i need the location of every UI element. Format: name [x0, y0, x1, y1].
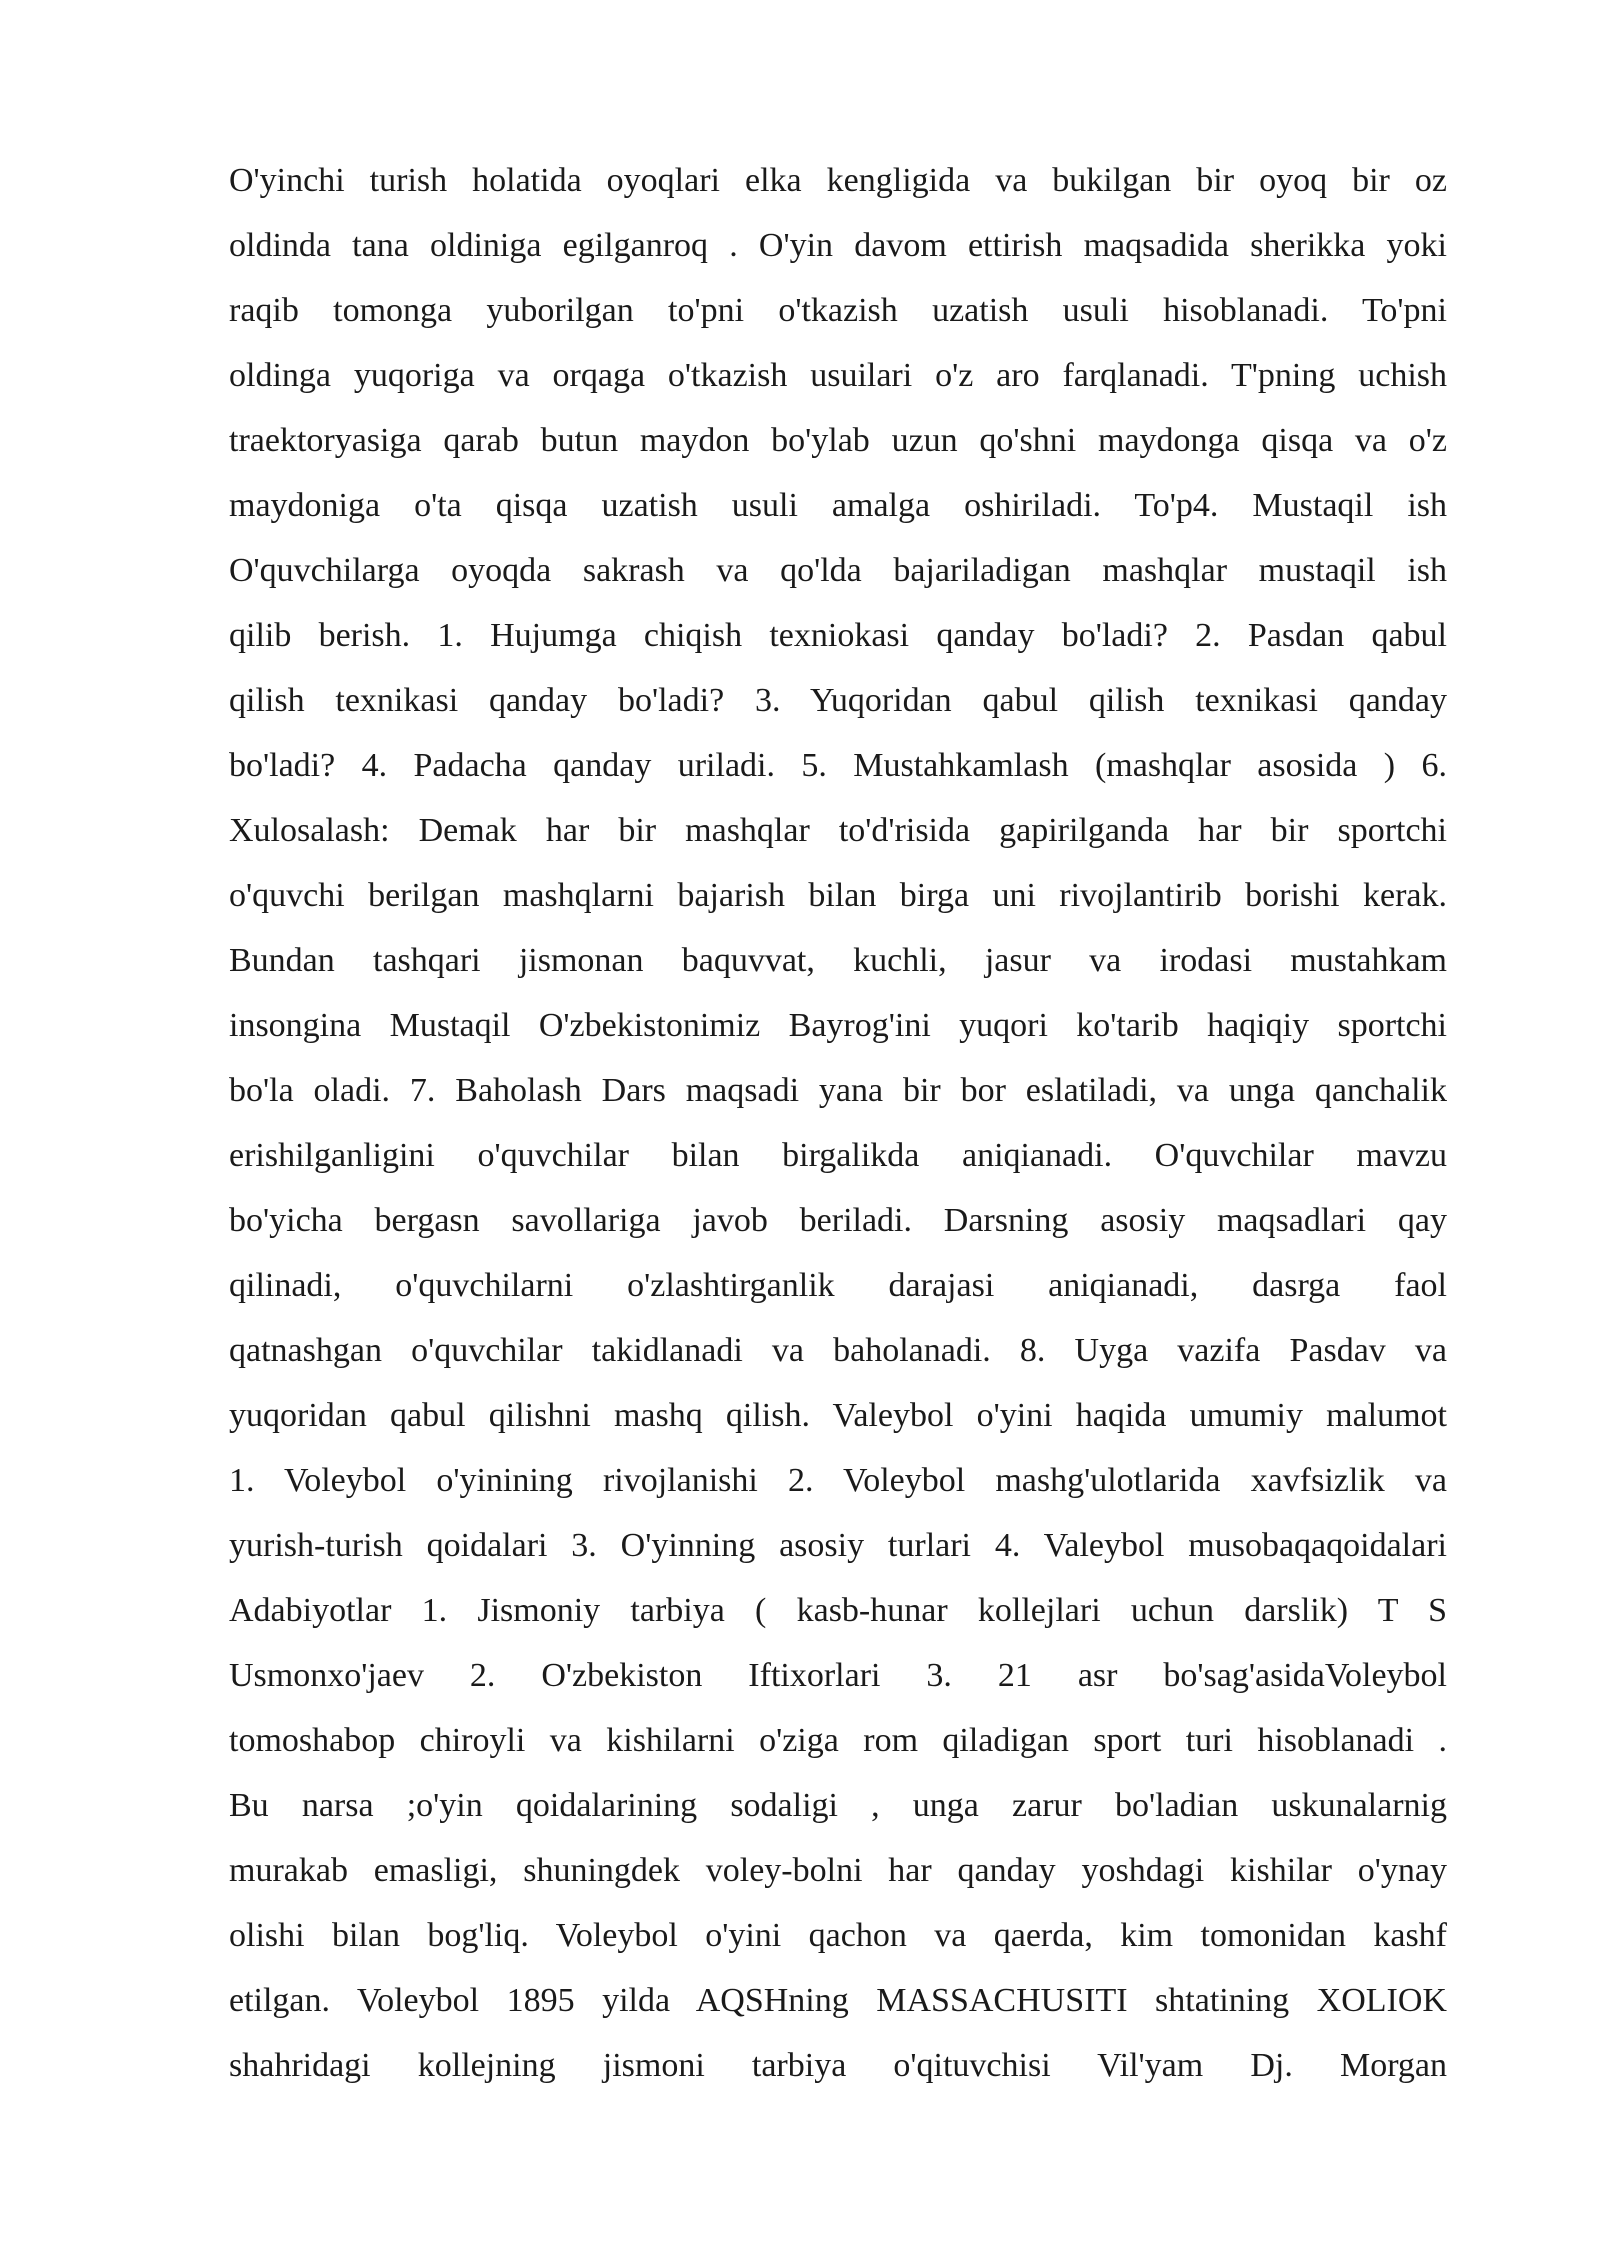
- text-line: bo'yicha bergasn savollariga javob beriladi. Darsning asosiy maqsadlari qay: [229, 1202, 1447, 1239]
- text-line: bo'ladi? 4. Padacha qanday uriladi. 5. Mustahkamlash (mashqlar asosida ) 6.: [229, 747, 1447, 784]
- text-line: insongina Mustaqil O'zbekistonimiz Bayrog'ini yuqori ko'tarib haqiqiy sportchi: [229, 1007, 1447, 1044]
- text-line: shahridagi kollejning jismoni tarbiya o'qituvchisi Vil'yam Dj. Morgan: [229, 2047, 1447, 2084]
- text-line: Adabiyotlar 1. Jismoniy tarbiya ( kasb-hunar kollejlari uchun darslik) T S: [229, 1592, 1447, 1629]
- text-line: etilgan. Voleybol 1895 yilda AQSHning MASSACHUSITI shtatining XOLIOK: [229, 1982, 1447, 2019]
- text-line: qilinadi, o'quvchilarni o'zlashtirganlik darajasi aniqianadi, dasrga faol: [229, 1267, 1447, 1304]
- text-line: maydoniga o'ta qisqa uzatish usuli amalga oshiriladi. To'p4. Mustaqil ish: [229, 487, 1447, 524]
- text-line: qilish texnikasi qanday bo'ladi? 3. Yuqoridan qabul qilish texnikasi qanday: [229, 682, 1447, 719]
- body-text: [229, 148, 1447, 2098]
- text-line: yurish-turish qoidalari 3. O'yinning asosiy turlari 4. Valeybol musobaqaqoidalari: [229, 1527, 1447, 1564]
- text-line: qilib berish. 1. Hujumga chiqish texniokasi qanday bo'ladi? 2. Pasdan qabul: [229, 617, 1447, 654]
- text-line: murakab emasligi, shuningdek voley-bolni har qanday yoshdagi kishilar o'ynay: [229, 1852, 1447, 1889]
- text-line: 1. Voleybol o'yinining rivojlanishi 2. Voleybol mashg'ulotlarida xavfsizlik va: [229, 1462, 1447, 1499]
- text-line: Bundan tashqari jismonan baquvvat, kuchli, jasur va irodasi mustahkam: [229, 942, 1447, 979]
- text-line: oldinga yuqoriga va orqaga o'tkazish usuilari o'z aro farqlanadi. T'pning uchish: [229, 357, 1447, 394]
- text-line: olishi bilan bog'liq. Voleybol o'yini qachon va qaerda, kim tomonidan kashf: [229, 1917, 1447, 1954]
- text-line: erishilganligini o'quvchilar bilan birgalikda aniqianadi. O'quvchilar mavzu: [229, 1137, 1447, 1174]
- text-line: raqib tomonga yuborilgan to'pni o'tkazish uzatish usuli hisoblanadi. To'pni: [229, 292, 1447, 329]
- text-line: oldinda tana oldiniga egilganroq . O'yin davom ettirish maqsadida sherikka yoki: [229, 227, 1447, 264]
- text-line: Bu narsa ;o'yin qoidalarining sodaligi , unga zarur bo'ladian uskunalarnig: [229, 1787, 1447, 1824]
- text-line: Usmonxo'jaev 2. O'zbekiston Iftixorlari 3. 21 asr bo'sag'asidaVoleybol: [229, 1657, 1447, 1694]
- text-line: Xulosalash: Demak har bir mashqlar to'd'risida gapirilganda har bir sportchi: [229, 812, 1447, 849]
- text-line: O'yinchi turish holatida oyoqlari elka kengligida va bukilgan bir oyoq bir oz: [229, 162, 1447, 199]
- text-line: yuqoridan qabul qilishni mashq qilish. Valeybol o'yini haqida umumiy malumot: [229, 1397, 1447, 1434]
- text-line: bo'la oladi. 7. Baholash Dars maqsadi yana bir bor eslatiladi, va unga qanchalik: [229, 1072, 1447, 1109]
- text-line: tomoshabop chiroyli va kishilarni o'ziga rom qiladigan sport turi hisoblanadi .: [229, 1722, 1447, 1759]
- text-line: o'quvchi berilgan mashqlarni bajarish bilan birga uni rivojlantirib borishi kerak.: [229, 877, 1447, 914]
- text-line: O'quvchilarga oyoqda sakrash va qo'lda bajariladigan mashqlar mustaqil ish: [229, 552, 1447, 589]
- text-line: traektoryasiga qarab butun maydon bo'ylab uzun qo'shni maydonga qisqa va o'z: [229, 422, 1447, 459]
- text-line: qatnashgan o'quvchilar takidlanadi va baholanadi. 8. Uyga vazifa Pasdav va: [229, 1332, 1447, 1369]
